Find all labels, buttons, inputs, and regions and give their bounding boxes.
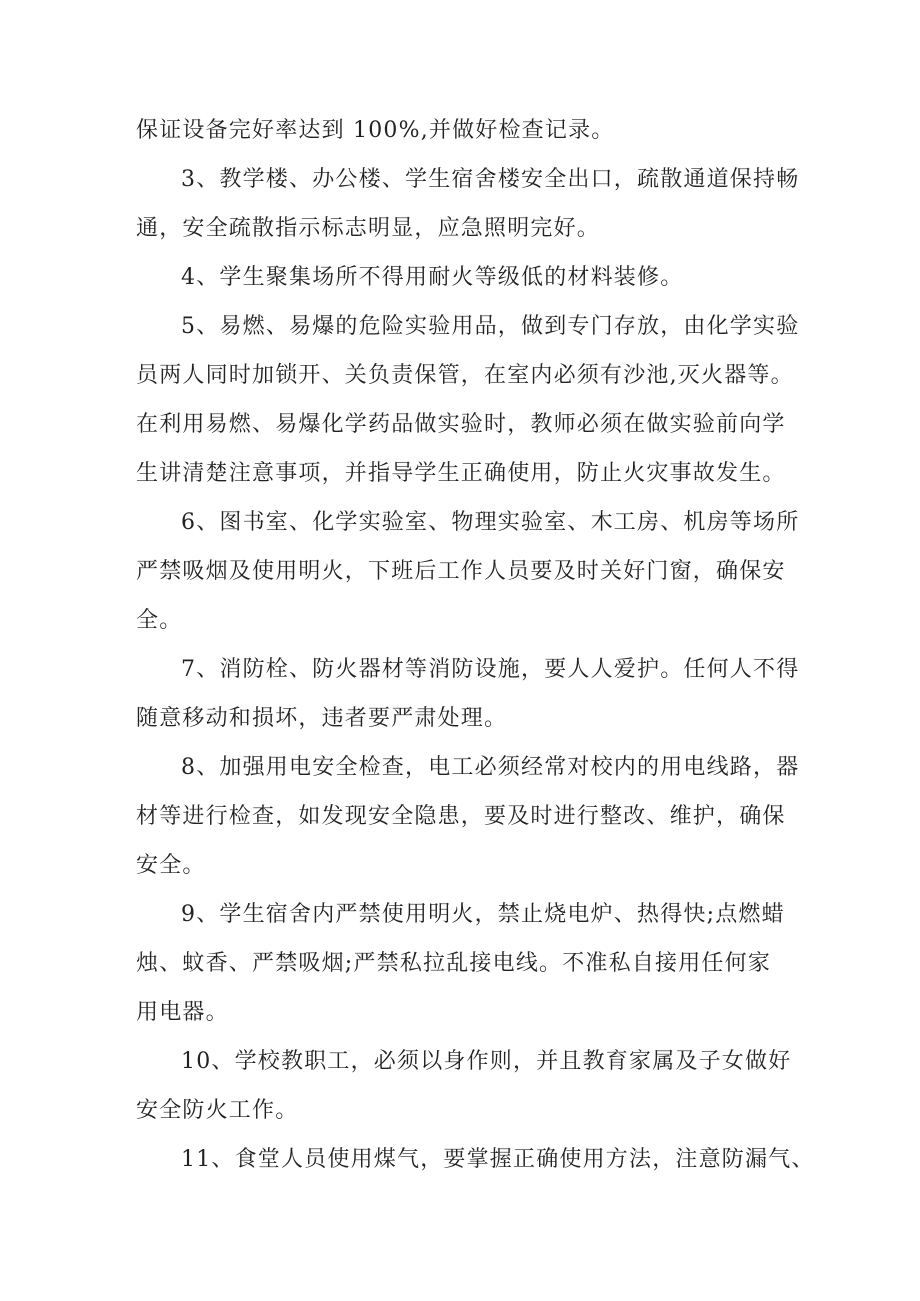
paragraph-6-line-3: 全。 [136,608,183,633]
paragraph-9-line-2: 烛、蚊香、严禁吸烟;严禁私拉乱接电线。不准私自接用任何家 [136,951,772,976]
paragraph-3-line-2: 通，安全疏散指示标志明显，应急照明完好。 [136,216,601,241]
paragraph-11-line-1: 11、食堂人员使用煤气，要掌握正确使用方法，注意防漏气、 [181,1147,815,1172]
paragraph-8-line-1: 8、加强用电安全检查，电工必须经常对校内的用电线路，器 [181,755,800,780]
text-line: 保证设备完好率达到 100%,并做好检查记录。 [136,118,615,143]
paragraph-4-line-1: 4、学生聚集场所不得用耐火等级低的材料装修。 [181,265,684,290]
paragraph-5-line-4: 生讲清楚注意事项，并指导学生正确使用，防止火灾事故发生。 [136,461,786,486]
paragraph-7-line-2: 随意移动和损坏，违者要严肃处理。 [136,706,508,731]
paragraph-3-line-1: 3、教学楼、办公楼、学生宿舍楼安全出口，疏散通道保持畅 [181,167,800,192]
paragraph-9-line-1: 9、学生宿舍内严禁使用明火，禁止烧电炉、热得快;点燃蜡 [181,902,785,927]
paragraph-6-line-1: 6、图书室、化学实验室、物理实验室、木工房、机房等场所 [181,510,800,535]
paragraph-9-line-3: 用电器。 [136,1000,229,1025]
paragraph-10-line-2: 安全防火工作。 [136,1098,299,1123]
paragraph-5-line-1: 5、易燃、易爆的危险实验用品，做到专门存放，由化学实验 [181,314,800,339]
paragraph-8-line-2: 材等进行检查，如发现安全隐患，要及时进行整改、维护，确保 [136,804,786,829]
paragraph-10-line-1: 10、学校教职工，必须以身作则，并且教育家属及子女做好 [181,1049,792,1074]
paragraph-6-line-2: 严禁吸烟及使用明火，下班后工作人员要及时关好门窗，确保安 [136,559,786,584]
paragraph-8-line-3: 安全。 [136,853,206,878]
paragraph-5-line-3: 在利用易燃、易爆化学药品做实验时，教师必须在做实验前向学 [136,412,786,437]
paragraph-5-line-2: 员两人同时加锁开、关负责保管，在室内必须有沙池,灭火器等。 [136,363,794,388]
paragraph-7-line-1: 7、消防栓、防火器材等消防设施，要人人爱护。任何人不得 [181,657,800,682]
